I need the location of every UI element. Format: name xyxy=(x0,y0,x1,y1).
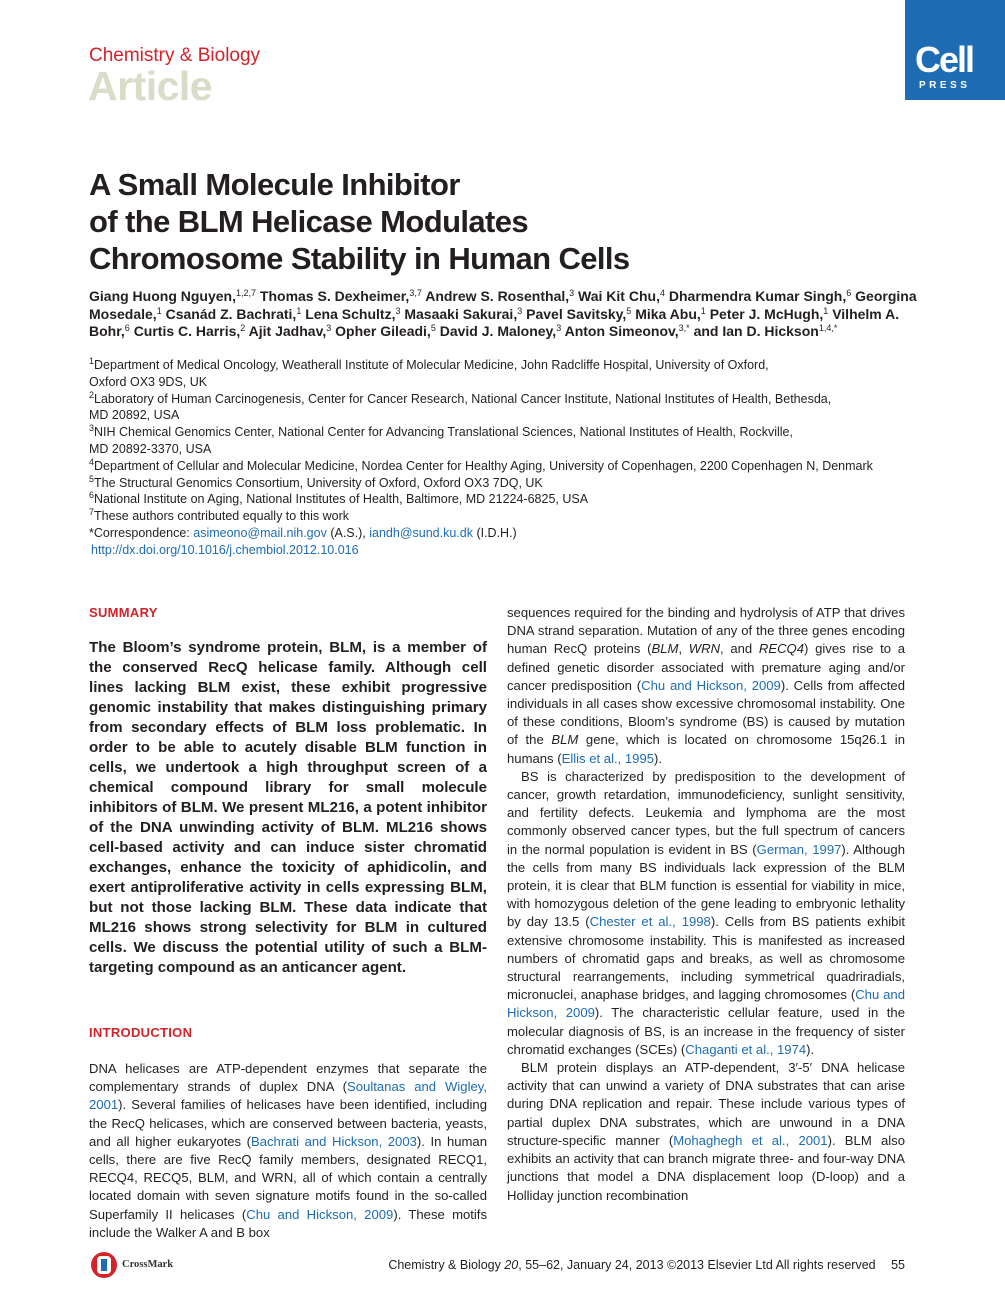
author-name: Ajit Jadhav, xyxy=(248,323,327,339)
affiliation-text: Department of Cellular and Molecular Medicine, Nordea Center for Healthy Aging, University of Copenhagen, 2200 Copenhagen N, Denmark xyxy=(94,458,873,473)
affiliation-text: Oxford OX3 9DS, UK xyxy=(89,374,208,389)
citation-link[interactable]: Bachrati and Hickson, 2003 xyxy=(251,1133,417,1149)
footer-volume: 20 xyxy=(504,1258,519,1272)
gene-name: RECQ4 xyxy=(758,641,805,657)
body-text: ). The characteristic cellular feature, used in the molecular diagnosis of BS, is an increase in the frequency of sister chromatid exchanges (SCEs) ( xyxy=(507,1005,905,1057)
author-affiliation-marker: 5 xyxy=(626,305,632,316)
affiliation-text: NIH Chemical Genomics Center, National Center for Advancing Translational Sciences, National Institutes of Health, Rockville, xyxy=(94,425,793,440)
right-column-text xyxy=(507,604,905,1205)
author-affiliation-marker: 3 xyxy=(556,323,562,333)
author-affiliation-marker: 3 xyxy=(395,305,401,316)
body-text: ). xyxy=(654,750,663,766)
author-affiliation-marker: 1 xyxy=(823,305,829,316)
author-affiliation-marker: 4 xyxy=(659,288,665,298)
citation-link[interactable]: Chu and Hickson, 2009 xyxy=(246,1206,394,1222)
body-text: ). Cells from affected individuals in all cases show excessive chromosomal instability. One of these conditions, Bloom’s syndrome (BS) is caused by mutation of the xyxy=(507,677,905,748)
author-affiliation-marker: 3 xyxy=(569,288,575,298)
correspondence xyxy=(89,525,919,542)
affiliation-number: 2 xyxy=(89,389,95,400)
author-affiliation-marker: 3 xyxy=(517,305,523,316)
logo-sub-text: PRESS xyxy=(919,80,971,91)
affiliation-number: 6 xyxy=(89,490,95,501)
body-text: DNA helicases are ATP-dependent enzymes that separate the complementary strands of duplex DNA ( xyxy=(89,1061,487,1095)
footer-journal: Chemistry & Biology xyxy=(388,1258,501,1272)
body-text: , and xyxy=(720,641,759,657)
crossmark-label: CrossMark xyxy=(122,1259,174,1270)
author-affiliation-marker: 1 xyxy=(296,305,302,316)
affiliation-number: 7 xyxy=(89,507,95,518)
affiliation-number: 5 xyxy=(89,473,95,484)
affiliation-text: National Institute on Aging, National Institutes of Health, Baltimore, MD 21224-6825, USA xyxy=(94,492,589,507)
affiliation xyxy=(89,357,919,391)
author-name: Dharmendra Kumar Singh, xyxy=(668,288,847,304)
body-text: ). Several families of helicases have been identified, including the RecQ helicases, which are conserved between bacteria, yeasts, and all higher eukaryotes ( xyxy=(89,1097,487,1149)
citation-link[interactable]: Ellis et al., 1995 xyxy=(561,750,655,766)
correspondence-initials: (I.D.H.) xyxy=(476,525,517,540)
body-text: BS is characterized by predisposition to the development of cancer, growth retardation, immunodeficiency, sunlight sensitivity, and fertility defects. Leukemia and lymphoma are the most commonly observed cancer types, but the full spectrum of cancers in the normal population is evident in BS ( xyxy=(507,768,905,857)
body-text: ). These motifs include the Walker A and B box xyxy=(89,1206,487,1240)
affiliation-text: MD 20892-3370, USA xyxy=(89,441,212,456)
author-name: Andrew S. Rosenthal, xyxy=(425,288,570,304)
footer-citation: , 55–62, January 24, 2013 ©2013 Elsevier Ltd All rights reserved xyxy=(518,1258,876,1272)
affiliation xyxy=(89,508,919,525)
author-name: Thomas S. Dexheimer, xyxy=(259,288,410,304)
title-line: A Small Molecule Inhibitor xyxy=(89,167,460,202)
summary-heading: SUMMARY xyxy=(89,605,158,620)
citation-link[interactable]: German, 1997 xyxy=(756,841,842,857)
author-affiliation-marker: 1,4,* xyxy=(818,323,838,333)
body-text: ) gives rise to a defined genetic disorder associated with premature aging and/or cancer predisposition ( xyxy=(507,641,905,693)
body-text: ). Cells from BS patients exhibit extensive chromosome instability. This is manifested as increased numbers of chromatid gaps and breaks, as well as chromosome structural rearrangements, including symmetrical quadriradials, micronuclei, anaphase bridges, and lagging chromosomes ( xyxy=(507,914,906,1003)
introduction-text xyxy=(89,1060,487,1242)
citation-link[interactable]: Chester et al., 1998 xyxy=(589,914,711,930)
author-affiliation-marker: 6 xyxy=(846,288,852,298)
affiliation xyxy=(89,391,919,425)
body-text: ). BLM also exhibits an activity that can branch migrate three- and four-way DNA junctions that model a DNA displacement loop (D-loop) and a Holliday junction recombination xyxy=(507,1132,905,1203)
author-affiliation-marker: 3,* xyxy=(678,323,690,333)
body-text: , xyxy=(678,641,689,657)
affiliation xyxy=(89,491,919,508)
author-name: and Ian D. Hickson xyxy=(693,323,819,339)
affiliation xyxy=(89,424,919,458)
author-name: Curtis C. Harris, xyxy=(133,323,241,339)
correspondence-label: *Correspondence: xyxy=(89,525,190,540)
author-list xyxy=(89,288,919,341)
email-link[interactable]: iandh@sund.ku.dk xyxy=(369,525,473,540)
citation-link[interactable]: Chaganti et al., 1974 xyxy=(685,1041,807,1057)
body-text: ). xyxy=(806,1041,815,1057)
gene-name: BLM xyxy=(651,641,679,657)
page-number: 55 xyxy=(891,1258,905,1272)
affiliation-list xyxy=(89,357,919,525)
citation-link[interactable]: Chu and Hickson, 2009 xyxy=(641,677,781,693)
author-affiliation-marker: 5 xyxy=(430,323,436,333)
journal-name: Chemistry & Biology xyxy=(89,45,261,66)
affiliation-text: Laboratory of Human Carcinogenesis, Center for Cancer Research, National Cancer Institute, National Institutes of Health, Bethesda, xyxy=(94,391,832,406)
author-name: Wai Kit Chu, xyxy=(578,288,660,304)
affiliation-text: The Structural Genomics Consortium, University of Oxford, Oxford OX3 7DQ, UK xyxy=(94,475,543,490)
author-affiliation-marker: 1,2,7 xyxy=(236,288,257,298)
affiliation-text: Department of Medical Oncology, Weatherall Institute of Molecular Medicine, John Radcliffe Hospital, University of Oxford, xyxy=(94,358,769,372)
author-name: Georgina Mosedale, xyxy=(89,288,917,322)
logo-main-text: Cell xyxy=(915,39,974,80)
title-line: of the BLM Helicase Modulates xyxy=(89,204,529,239)
author-name: Peter J. McHugh, xyxy=(709,305,824,322)
affiliation-text: These authors contributed equally to this work xyxy=(94,509,350,524)
author-name: Lena Schultz, xyxy=(305,305,396,322)
author-name: Csanád Z. Bachrati, xyxy=(165,305,297,322)
cell-press-logo xyxy=(905,0,1005,100)
affiliation-number: 4 xyxy=(89,456,95,467)
author-affiliation-marker: 1 xyxy=(156,305,162,316)
affiliation-number: 3 xyxy=(89,423,95,434)
author-name: Anton Simeonov, xyxy=(564,323,679,339)
author-name: Giang Huong Nguyen, xyxy=(89,288,236,304)
title-line: Chromosome Stability in Human Cells xyxy=(89,241,630,276)
body-text: BLM protein displays an ATP-dependent, 3′-5′ DNA helicase activity that can unwind a variety of DNA substrates that can arise during DNA replication and repair. These include various types of partial duplex DNA substrates, which are unwound in a DNA structure-specific manner ( xyxy=(507,1060,905,1148)
crossmark-badge[interactable] xyxy=(91,1252,221,1278)
doi-link[interactable]: http://dx.doi.org/10.1016/j.chembiol.2012.10.016 xyxy=(91,542,359,557)
author-affiliation-marker: 1 xyxy=(700,305,706,316)
body-text: sequences required for the binding and hydrolysis of ATP that drives DNA strand separation. Mutation of any of the three genes encoding human RecQ proteins ( xyxy=(507,605,905,657)
paragraph xyxy=(507,1059,905,1205)
page-footer xyxy=(360,1258,905,1272)
affiliation-text: MD 20892, USA xyxy=(89,408,180,423)
citation-link[interactable]: Soultanas and Wigley, 2001 xyxy=(89,1079,487,1113)
author-name: Pavel Savitsky, xyxy=(526,305,627,322)
affiliation xyxy=(89,475,919,492)
body-text: ). In human cells, there are five RecQ family members, designated RECQ1, RECQ4, RECQ5, BLM, and WRN, all of which contain a centrally located domain with seven signature motifs found in the so-called Superfamily II helicases ( xyxy=(89,1133,487,1222)
author-affiliation-marker: 6 xyxy=(124,323,130,333)
article-type: Article xyxy=(88,63,213,109)
author-name: Vilhelm A. Bohr, xyxy=(89,305,900,339)
affiliations xyxy=(89,357,919,559)
author-name: David J. Maloney, xyxy=(439,323,557,339)
author-affiliation-marker: 3 xyxy=(326,323,332,333)
affiliation-number: 1 xyxy=(89,356,95,366)
citation-link[interactable]: Chu and Hickson, 2009 xyxy=(507,987,905,1021)
introduction-heading: INTRODUCTION xyxy=(89,1025,193,1040)
author-name: Mika Abu, xyxy=(635,305,701,322)
affiliation xyxy=(89,458,919,475)
summary-text: The Bloom’s syndrome protein, BLM, is a member of the conserved RecQ helicase family. Although cell lines lacking BLM exist, these exhibit progressive genomic instability that makes distinguishing primary from secondary effects of BLM loss problematic. In order to be able to acutely disable BLM function in cells, we undertook a high throughput screen of a chemical compound library for small molecule inhibitors of BLM. We present ML216, a potent inhibitor of the DNA unwinding activity of BLM. ML216 shows cell-based activity and can induce sister chromatid exchanges, enhance the toxicity of aphidicolin, and exert antiproliferative activity in cells expressing BLM, but not those lacking BLM. These data indicate that ML216 shows strong selectivity for BLM in cultured cells. We discuss the potential utility of such a BLM-targeting compound as an anticancer agent. xyxy=(89,639,487,976)
article-title xyxy=(89,166,909,277)
email-link[interactable]: asimeono@mail.nih.gov xyxy=(193,525,327,540)
correspondence-initials: (A.S.), xyxy=(330,525,366,540)
author-name: Opher Gileadi, xyxy=(335,323,431,339)
body-text: gene, which is located on chromosome 15q26.1 in humans ( xyxy=(507,732,905,766)
paragraph xyxy=(507,768,905,1059)
citation-link[interactable]: Mohaghegh et al., 2001 xyxy=(673,1132,828,1148)
paragraph xyxy=(507,604,905,768)
author-affiliation-marker: 2 xyxy=(240,323,246,333)
crossmark-icon xyxy=(91,1252,117,1278)
author-affiliation-marker: 3,7 xyxy=(409,288,422,298)
author-name: Masaaki Sakurai, xyxy=(404,305,518,322)
gene-name: BLM xyxy=(551,732,579,748)
body-text: ). Although the cells from many BS individuals lack expression of the BLM protein, it is clear that BLM function is essential for viability in mice, with homozygous deletion of the gene leading to embryonic lethality by day 13.5 ( xyxy=(507,841,905,930)
gene-name: WRN xyxy=(688,641,721,657)
